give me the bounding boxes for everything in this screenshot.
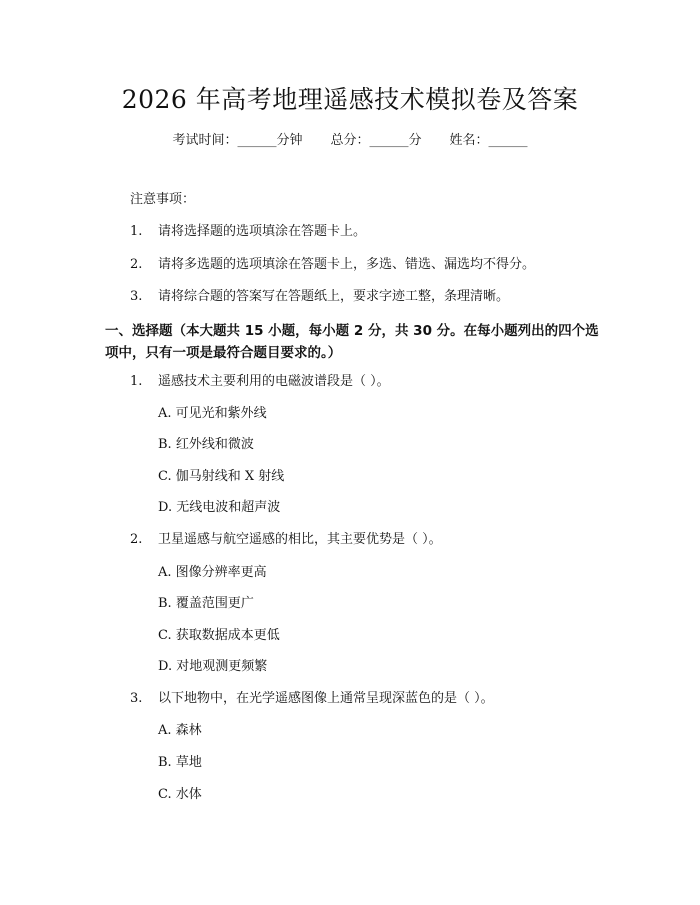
question-text: 遥感技术主要利用的电磁波谱段是（ ）。 [158,374,390,389]
option-b: B. 草地 [158,755,202,770]
question-number: 1. [130,374,143,389]
note-text: 请将多选题的选项填涂在答题卡上，多选、错选、漏选均不得分。 [158,257,536,272]
total-score-field: 总分：______分 [330,133,422,148]
option-a: A. 森林 [158,723,202,738]
exam-time-field: 考试时间：______分钟 [172,133,303,148]
option-c: C. 水体 [158,787,202,802]
option-c: C. 获取数据成本更低 [158,628,280,643]
option-b: B. 红外线和微波 [158,437,254,452]
option-d: D. 无线电波和超声波 [158,500,281,515]
option-a: A. 图像分辨率更高 [158,565,267,580]
note-number: 1. [130,224,143,239]
document-title: 2026 年高考地理遥感技术模拟卷及答案 [121,85,579,114]
option-b: B. 覆盖范围更广 [158,596,254,611]
question-number: 3. [130,691,143,706]
note-number: 3. [130,289,143,304]
section-heading: 一、选择题（本大题共 15 小题，每小题 2 分，共 30 分。在每小题列出的四个选项中，只有一项是最符合题目要求的。） [105,323,599,361]
question-number: 2. [130,532,143,547]
option-c: C. 伽马射线和 X 射线 [158,469,285,484]
question-text: 以下地物中，在光学遥感图像上通常呈现深蓝色的是（ ）。 [158,691,494,706]
notes-heading: 注意事项： [130,192,196,207]
note-text: 请将选择题的选项填涂在答题卡上。 [158,224,367,239]
name-field: 姓名：______ [449,133,528,148]
note-number: 2. [130,257,143,272]
question-text: 卫星遥感与航空遥感的相比，其主要优势是（ ）。 [158,532,442,547]
option-d: D. 对地观测更频繁 [158,659,268,674]
note-text: 请将综合题的答案写在答题纸上，要求字迹工整，条理清晰。 [158,289,510,304]
option-a: A. 可见光和紫外线 [158,406,267,421]
exam-info-line [0,131,700,151]
